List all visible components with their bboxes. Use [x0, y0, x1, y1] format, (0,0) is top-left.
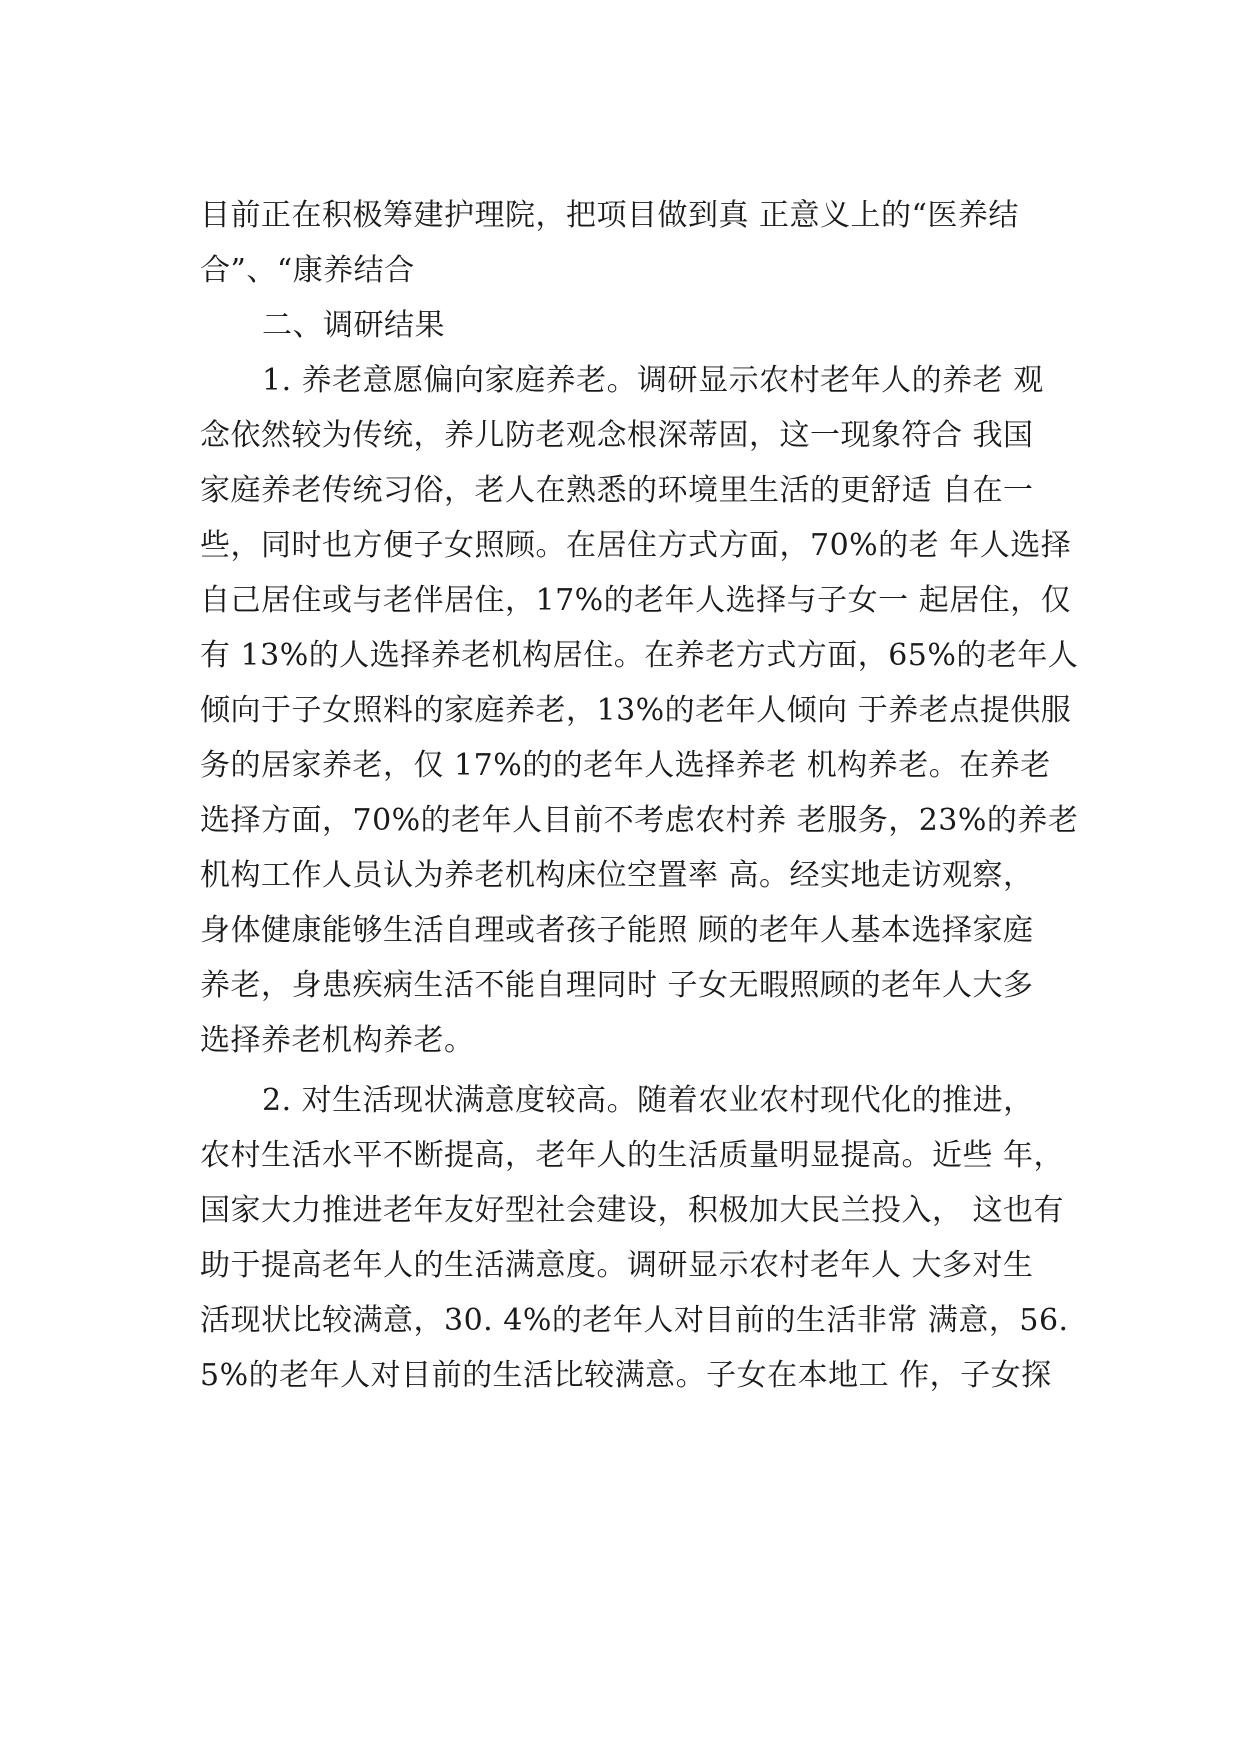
text-line: 些，同时也方便子女照顾。在居住方式方面，70%的老 年人选择	[200, 528, 1072, 563]
text-line: 合”、“康养结合	[200, 253, 415, 288]
text-line: 1. 养老意愿偏向家庭养老。调研显示农村老年人的养老 观	[262, 363, 1044, 398]
text-line: 养老，身患疾病生活不能自理同时 子女无暇照顾的老年人大多	[200, 968, 1034, 1003]
text-line: 选择方面，70%的老年人目前不考虑农村养 老服务，23%的养老	[200, 803, 1079, 838]
text-line: 倾向于子女照料的家庭养老，13%的老年人倾向 于养老点提供服	[200, 693, 1072, 728]
text-line: 家庭养老传统习俗，老人在熟悉的环境里生活的更舒适 自在一	[200, 473, 1034, 508]
text-line: 自己居住或与老伴居住，17%的老年人选择与子女一 起居住，仅	[200, 583, 1072, 618]
text-line: 机构工作人员认为养老机构床位空置率 高。经实地走访观察，	[200, 858, 1034, 893]
text-line: 选择养老机构养老。	[200, 1023, 475, 1058]
text-line: 农村生活水平不断提高，老年人的生活质量明显提高。近些 年，	[200, 1138, 1065, 1173]
text-line: 5%的老年人对目前的生活比较满意。子女在本地工 作，子女探	[200, 1358, 1052, 1393]
text-line: 念依然较为传统，养儿防老观念根深蒂固，这一现象符合 我国	[200, 418, 1034, 453]
text-line: 国家大力推进老年友好型社会建设，积极加大民兰投入， 这也有	[200, 1193, 1065, 1228]
text-line: 务的居家养老，仅 17%的的老年人选择养老 机构养老。在养老	[200, 748, 1051, 783]
text-line: 身体健康能够生活自理或者孩子能照 顾的老年人基本选择家庭	[200, 913, 1034, 948]
text-line: 活现状比较满意，30. 4%的老年人对目前的生活非常 满意，56.	[200, 1303, 1069, 1338]
text-line: 目前正在积极筹建护理院，把项目做到真 正意义上的“医养结	[200, 198, 1019, 233]
section-heading: 二、调研结果	[262, 308, 445, 343]
text-line: 2. 对生活现状满意度较高。随着农业农村现代化的推进，	[262, 1083, 1034, 1118]
text-line: 有 13%的人选择养老机构居住。在养老方式方面，65%的老年人	[200, 638, 1079, 673]
text-line: 助于提高老年人的生活满意度。调研显示农村老年人 大多对生	[200, 1248, 1034, 1283]
